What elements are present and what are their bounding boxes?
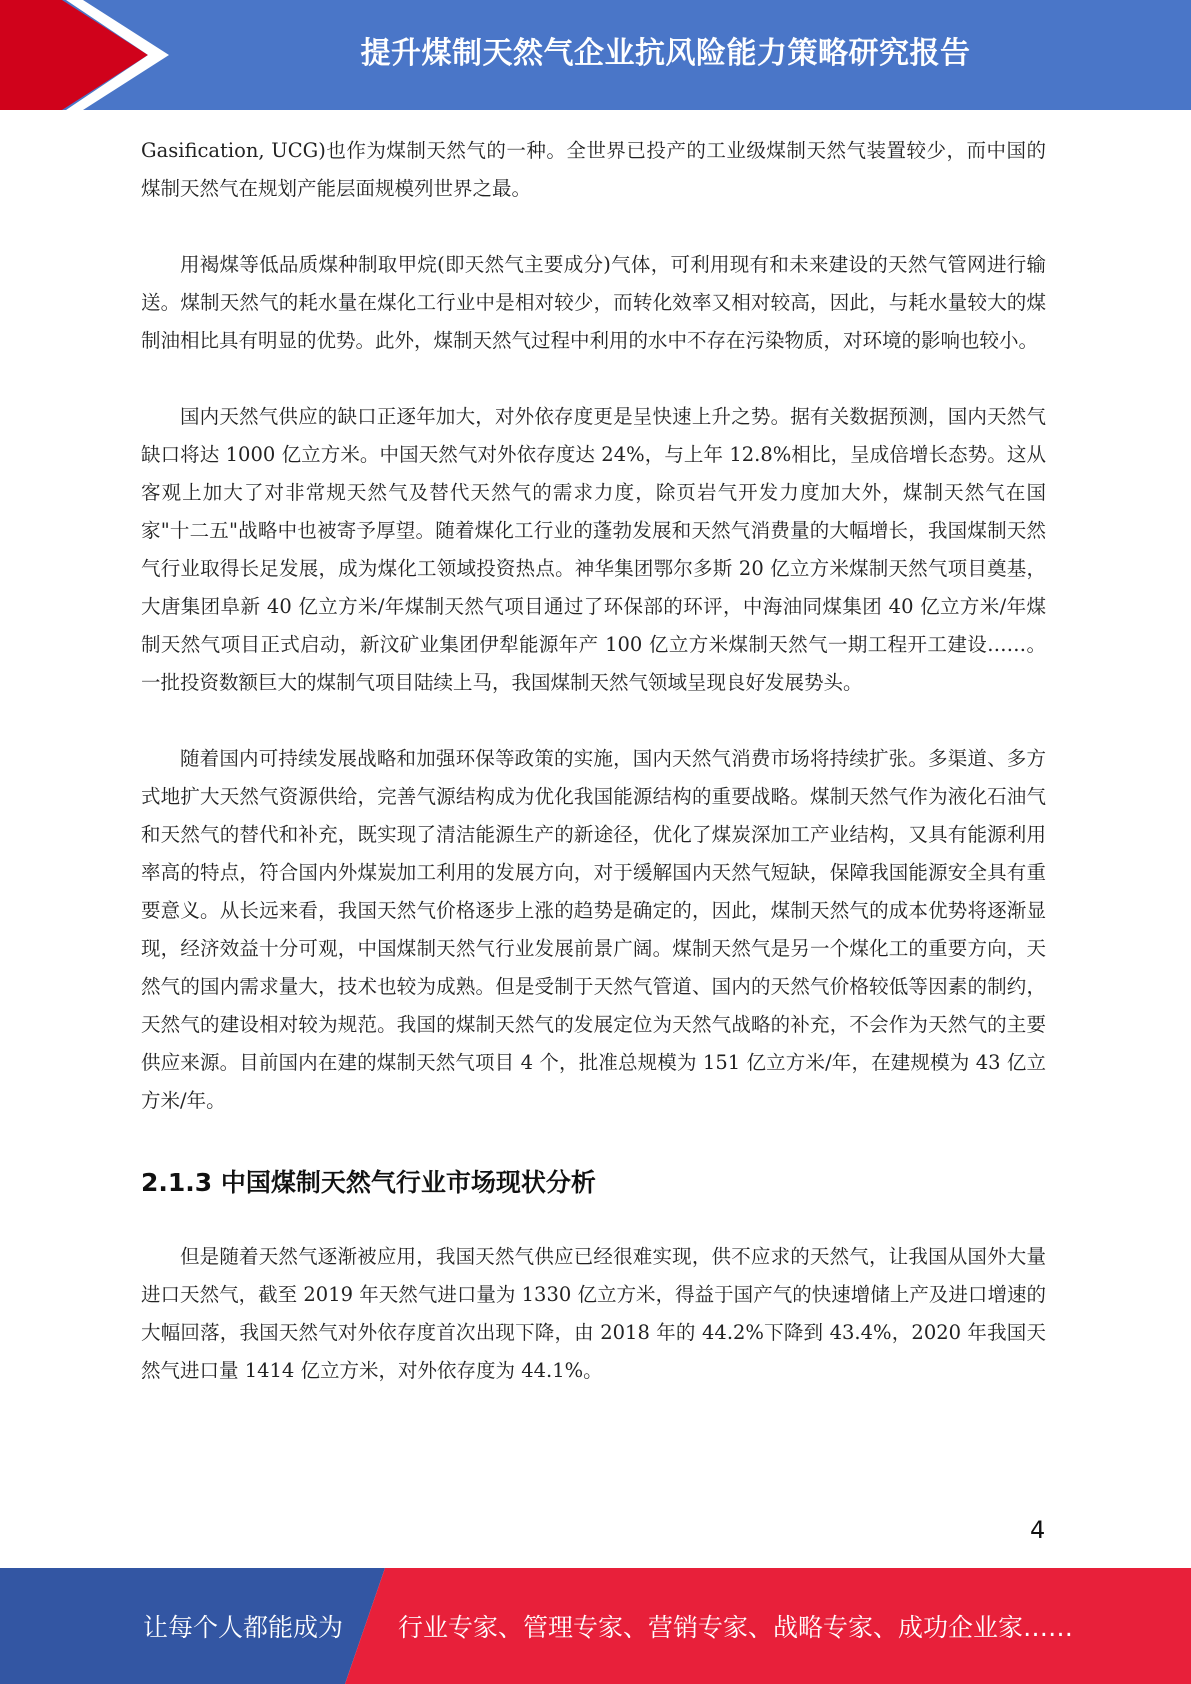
footer-slogan-right: 行业专家、管理专家、营销专家、战略专家、成功企业家……: [398, 1613, 1074, 1642]
section-heading: 2.1.3 中国煤制天然气行业市场现状分析: [141, 1168, 596, 1197]
paragraph-market-status: 但是随着天然气逐渐被应用，我国天然气供应已经很难实现，供不应求的天然气，让我国从国外大量进口天然气，截至 2019 年天然气进口量为 1330 亿立方米，得益于国产气的快速增储上产及进口增速的大幅回落，我国天然气对外依存度首次出现下降，由 2018 年的 44.2%下降到 43.4%，2020 年我国天然气进口量 1414 亿立方米，对外依存度为 44.1%。: [141, 1245, 1046, 1382]
page-header: [0, 0, 1191, 110]
page-footer: [0, 1568, 1191, 1684]
paragraph-continuation: Gasification, UCG)也作为煤制天然气的一种。全世界已投产的工业级煤制天然气装置较少，而中国的煤制天然气在规划产能层面规模列世界之最。: [141, 139, 1046, 200]
report-title: 提升煤制天然气企业抗风险能力策略研究报告: [360, 36, 971, 71]
red-chevron-shape: [0, 0, 148, 110]
page-number: 4: [1030, 1516, 1046, 1544]
paragraph-supply-gap: 国内天然气供应的缺口正逐年加大，对外依存度更是呈快速上升之势。据有关数据预测，国内天然气缺口将达 1000 亿立方米。中国天然气对外依存度达 24%，与上年 12.8%相比，呈成倍增长态势。这从客观上加大了对非常规天然气及替代天然气的需求力度，除页岩气开发力度加大外，煤制天然气在国家"十二五"战略中也被寄予厚望。随着煤化工行业的蓬勃发展和天然气消费量的大幅增长，我国煤制天然气行业取得长足发展，成为煤化工领域投资热点。神华集团鄂尔多斯 20 亿立方米煤制天然气项目奠基，大唐集团阜新 40 亿立方米/年煤制天然气项目通过了环保部的环评，中海油同煤集团 40 亿立方米/年煤制天然气项目正式启动，新汶矿业集团伊犁能源年产 100 亿立方米煤制天然气一期工程开工建设……。一批投资数额巨大的煤制气项目陆续上马，我国煤制天然气领域呈现良好发展势头。: [141, 405, 1046, 694]
paragraph-market-expansion: 随着国内可持续发展战略和加强环保等政策的实施，国内天然气消费市场将持续扩张。多渠道、多方式地扩大天然气资源供给，完善气源结构成为优化我国能源结构的重要战略。煤制天然气作为液化石油气和天然气的替代和补充，既实现了清洁能源生产的新途径，优化了煤炭深加工产业结构，又具有能源利用率高的特点，符合国内外煤炭加工利用的发展方向，对于缓解国内天然气短缺，保障我国能源安全具有重要意义。从长远来看，我国天然气价格逐步上涨的趋势是确定的，因此，煤制天然气的成本优势将逐渐显现，经济效益十分可观，中国煤制天然气行业发展前景广阔。煤制天然气是另一个煤化工的重要方向，天然气的国内需求量大，技术也较为成熟。但是受制于天然气管道、国内的天然气价格较低等因素的制约，天然气的建设相对较为规范。我国的煤制天然气的发展定位为天然气战略的补充，不会作为天然气的主要供应来源。目前国内在建的煤制天然气项目 4 个，批准总规模为 151 亿立方米/年，在建规模为 43 亿立方米/年。: [141, 747, 1046, 1112]
document-body: [141, 132, 1046, 1428]
paragraph-lignite: 用褐煤等低品质煤种制取甲烷(即天然气主要成分)气体，可利用现有和未来建设的天然气管网进行输送。煤制天然气的耗水量在煤化工行业中是相对较少，而转化效率又相对较高，因此，与耗水量较大的煤制油相比具有明显的优势。此外，煤制天然气过程中利用的水中不存在污染物质，对环境的影响也较小。: [141, 253, 1046, 352]
footer-slogan-left: 让每个人都能成为: [143, 1613, 344, 1642]
